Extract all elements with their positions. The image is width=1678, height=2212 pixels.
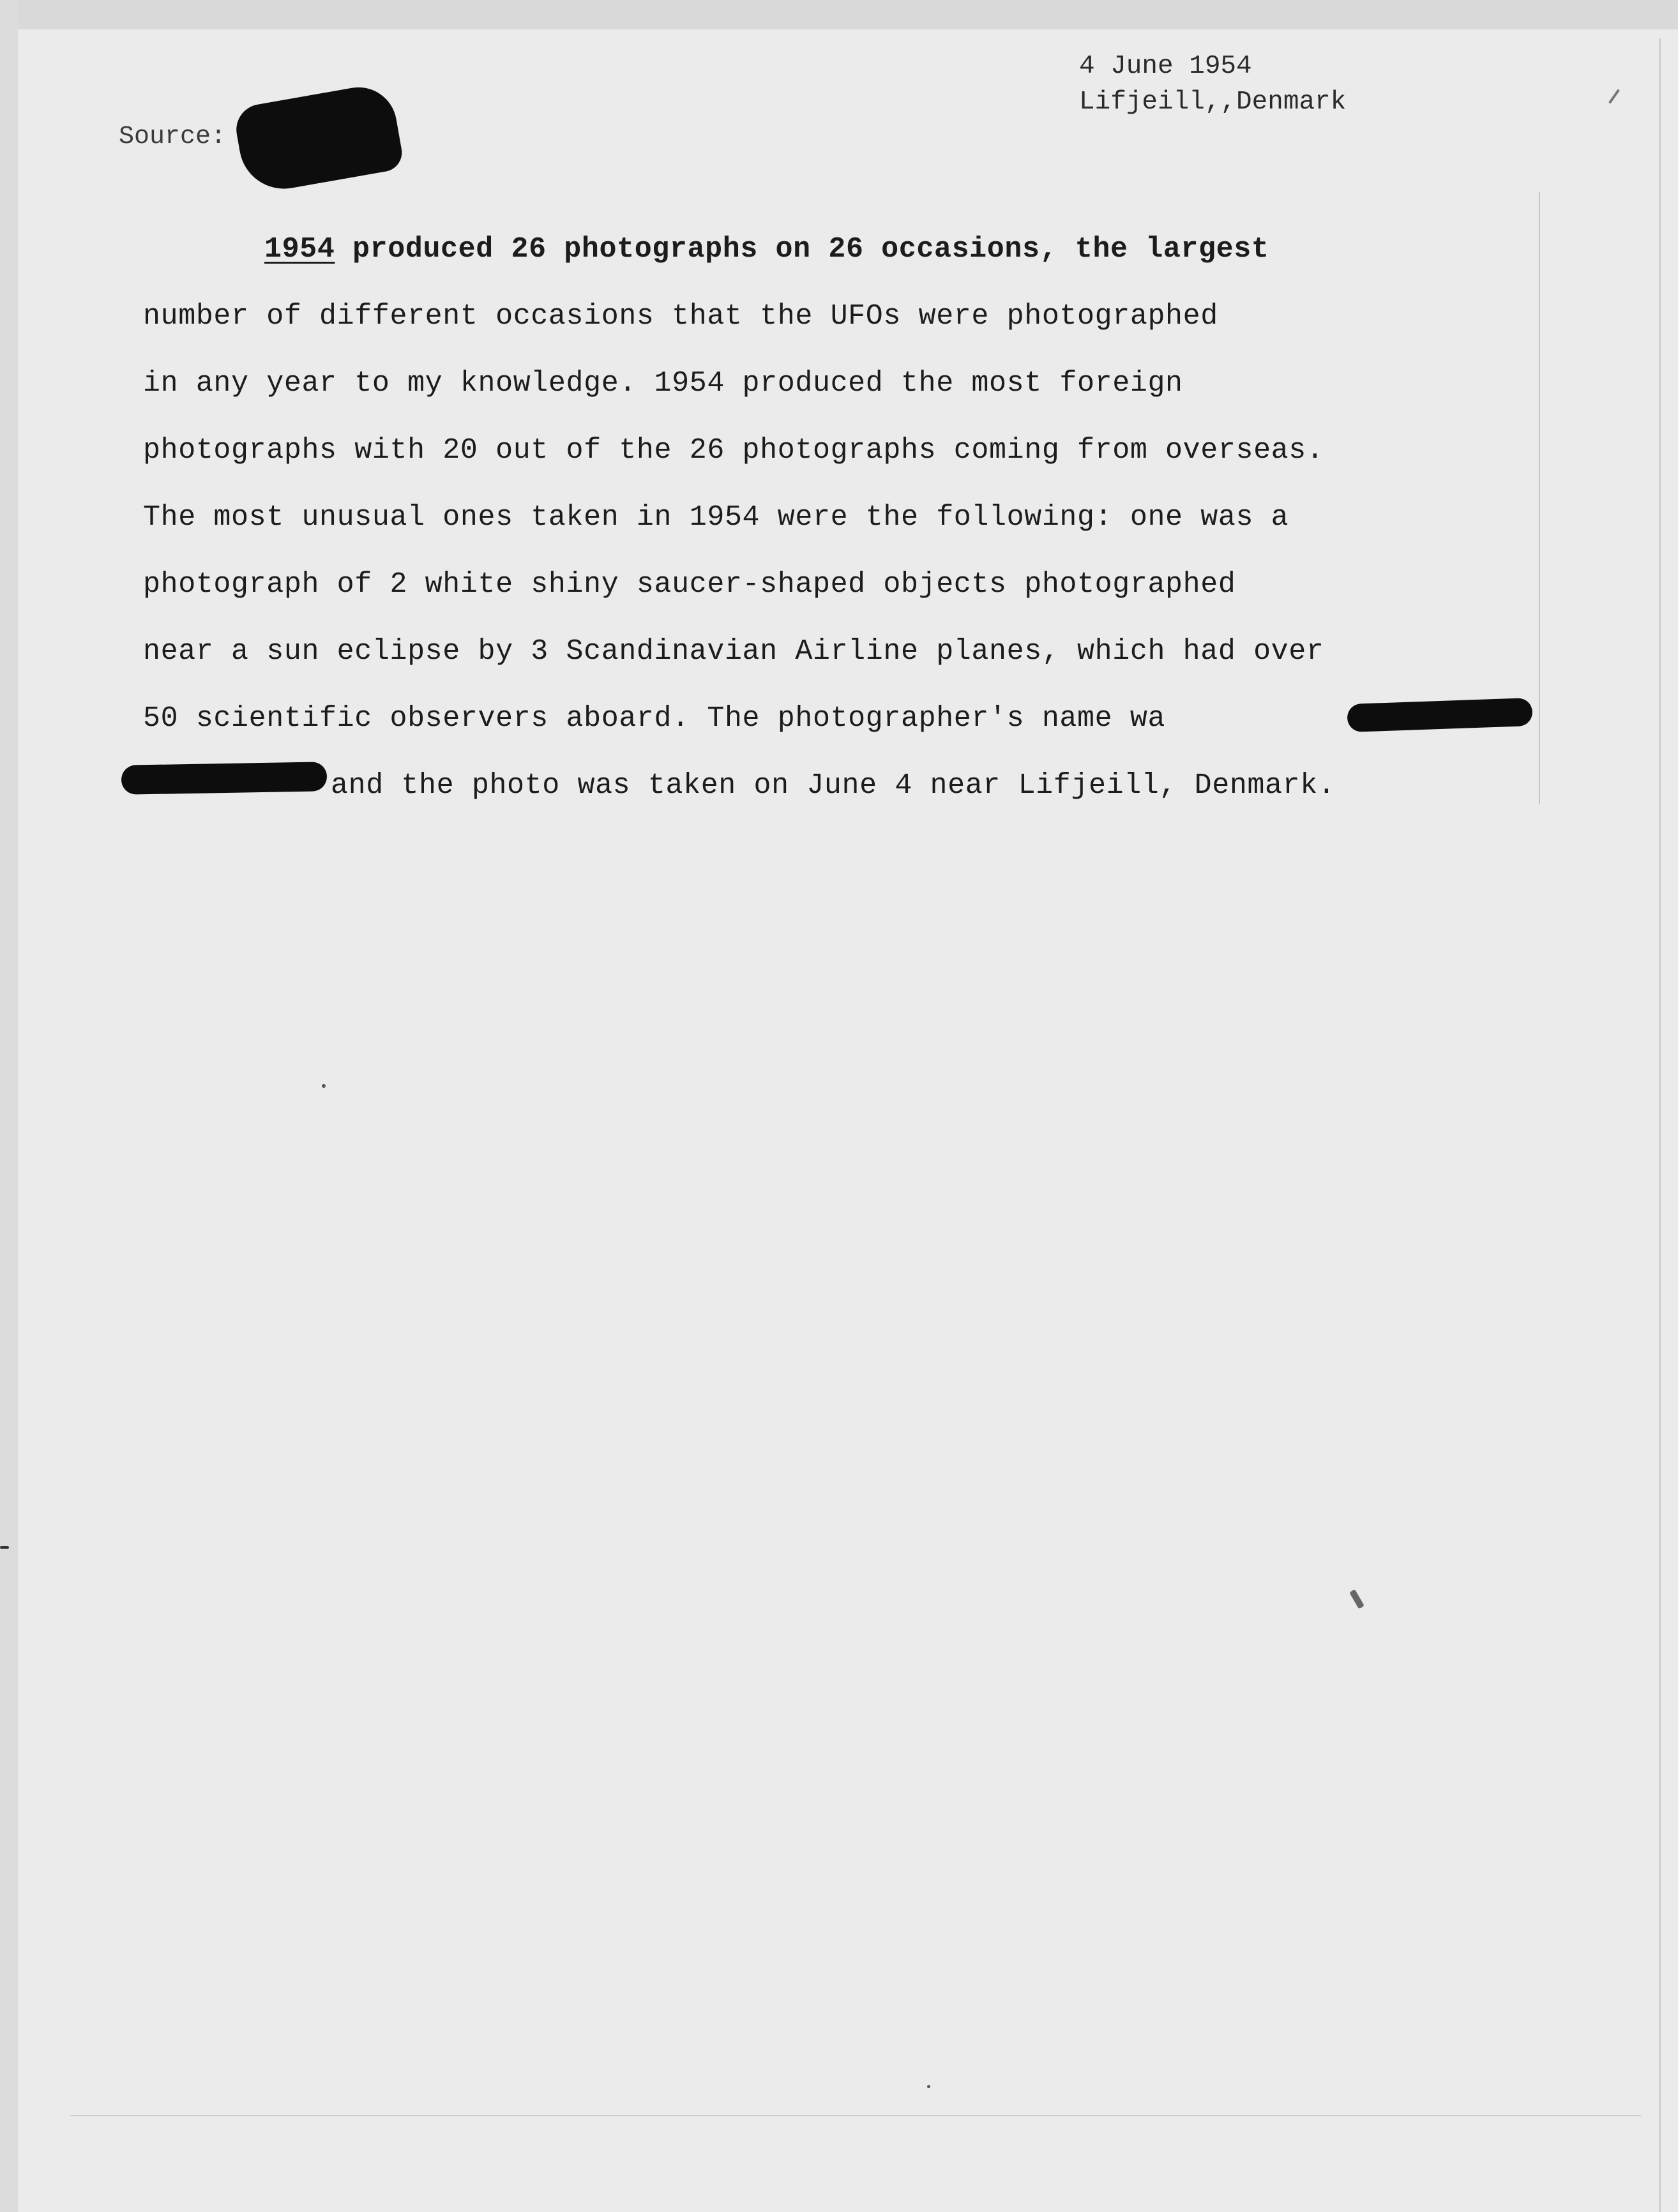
body-line-1-rest: produced 26 photographs on 26 occasions, the largest — [335, 233, 1269, 266]
document-location: Lifjeill,,Denmark — [1079, 87, 1347, 117]
scan-mark — [0, 1546, 9, 1549]
photographer-name-redaction-2 — [121, 762, 328, 795]
body-line-8: 50 scientific observers aboard. The photographer's name wa — [143, 702, 1166, 735]
scan-mark — [1608, 89, 1620, 104]
scan-left-edge — [0, 0, 18, 2212]
underlined-year: 1954 — [264, 233, 335, 266]
scan-speck — [927, 2085, 930, 2088]
source-label: Source: — [119, 123, 227, 151]
body-line-2: number of different occasions that the UFOs were photographed — [143, 300, 1218, 333]
scan-top-edge — [0, 0, 1678, 29]
date-location-block — [1079, 49, 1346, 120]
body-line-3: in any year to my knowledge. 1954 produced the most foreign — [143, 367, 1183, 400]
body-line-1 — [143, 227, 1548, 294]
scan-right-edge — [1659, 38, 1661, 2212]
body-line-5: The most unusual ones taken in 1954 were the following: one was a — [143, 501, 1289, 534]
body-line-7: near a sun eclipse by 3 Scandinavian Airline planes, which had over — [143, 635, 1324, 668]
body-line-4: photographs with 20 out of the 26 photographs coming from overseas. — [143, 434, 1324, 467]
bottom-rule — [70, 2115, 1641, 2116]
body-line-6: photograph of 2 white shiny saucer-shaped objects photographed — [143, 568, 1236, 601]
body-paragraph — [143, 227, 1548, 831]
scan-mark — [1349, 1590, 1364, 1609]
document-date: 4 June 1954 — [1079, 52, 1252, 81]
body-line-9: and the photo was taken on June 4 near Lifjeill, Denmark. — [331, 769, 1336, 802]
source-line — [119, 123, 226, 151]
source-redaction — [232, 81, 405, 195]
scan-speck — [322, 1084, 326, 1088]
